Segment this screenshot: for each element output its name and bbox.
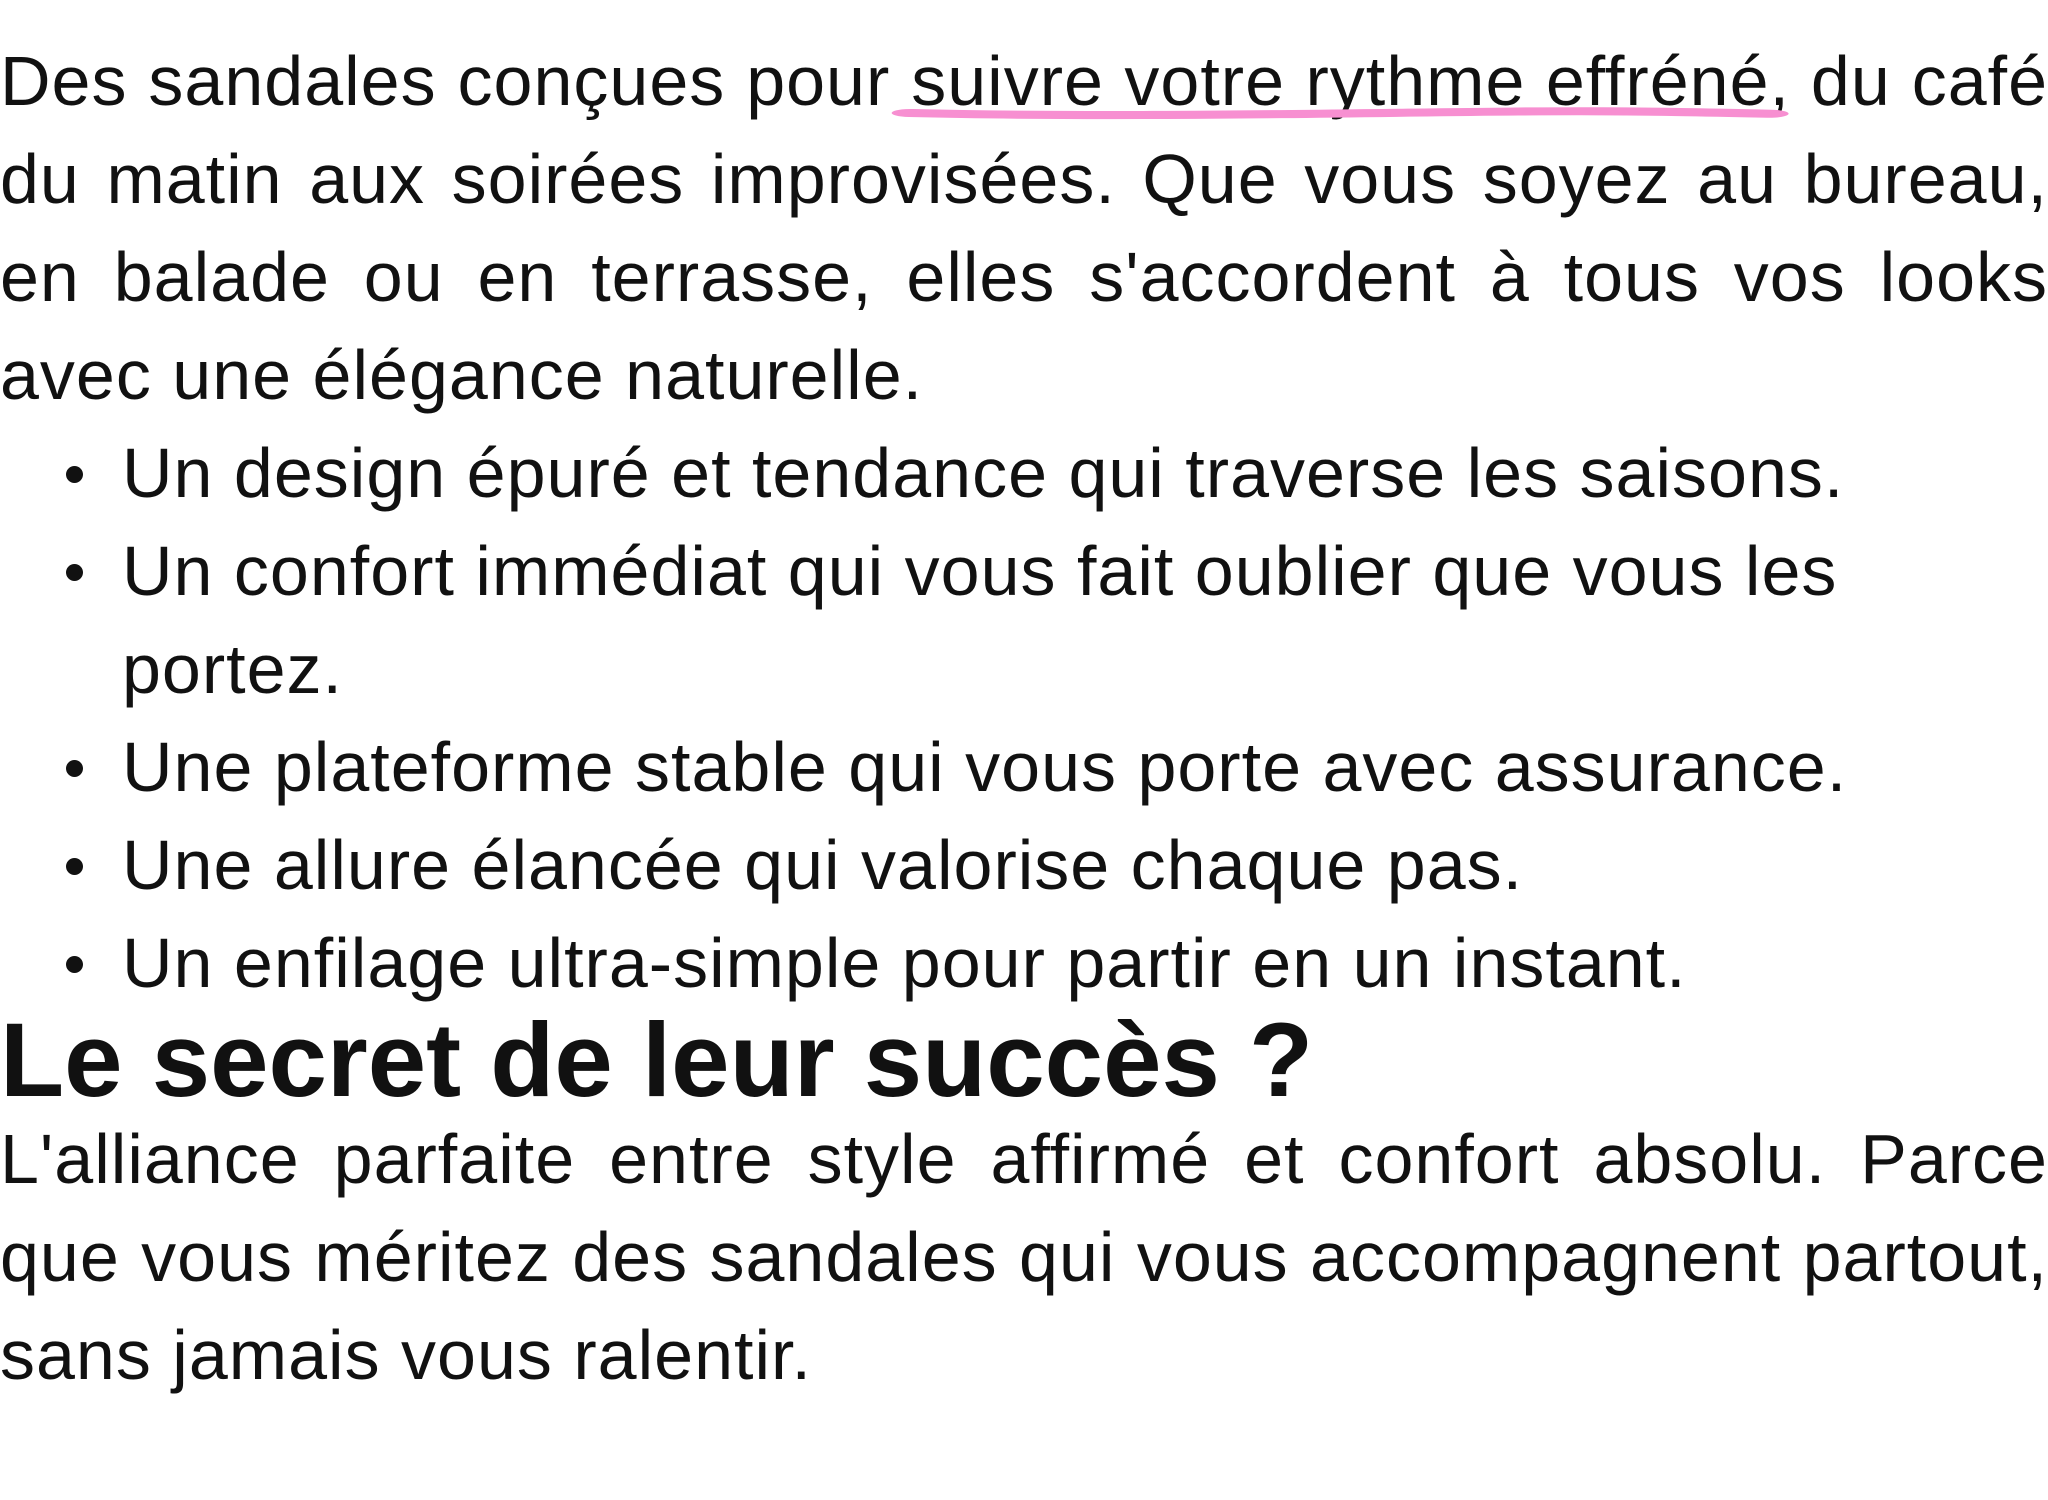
feature-item: Un confort immédiat qui vous fait oublier que vous les portez.: [122, 522, 2048, 718]
highlighted-phrase: [911, 32, 1769, 130]
feature-item: Une allure élancée qui valorise chaque pas.: [122, 816, 2048, 914]
highlighted-phrase-text: suivre votre rythme effréné: [911, 42, 1770, 120]
intro-text-end: , du café du matin aux soirées improvisées. Que vous soyez au bureau, en balade ou en terrasse, elles s'accordent à tous vos looks avec une élégance naturelle.: [0, 42, 2048, 414]
product-description: [0, 32, 2048, 1404]
feature-list: [0, 424, 2048, 1012]
intro-paragraph: [0, 32, 2048, 424]
secret-paragraph: L'alliance parfaite entre style affirmé et confort absolu. Parce que vous méritez des sandales qui vous accompagnent partout, sans jamais vous ralentir.: [0, 1120, 2048, 1394]
secret-heading: Le secret de leur succès ?: [0, 1002, 1314, 1119]
feature-item: Un enfilage ultra-simple pour partir en un instant.: [122, 914, 2048, 1012]
feature-item: Une plateforme stable qui vous porte avec assurance.: [122, 718, 2048, 816]
pink-underline-mark: [911, 104, 1769, 122]
feature-item: Un design épuré et tendance qui traverse les saisons.: [122, 424, 2048, 522]
intro-text-start: Des sandales conçues pour: [0, 42, 912, 120]
